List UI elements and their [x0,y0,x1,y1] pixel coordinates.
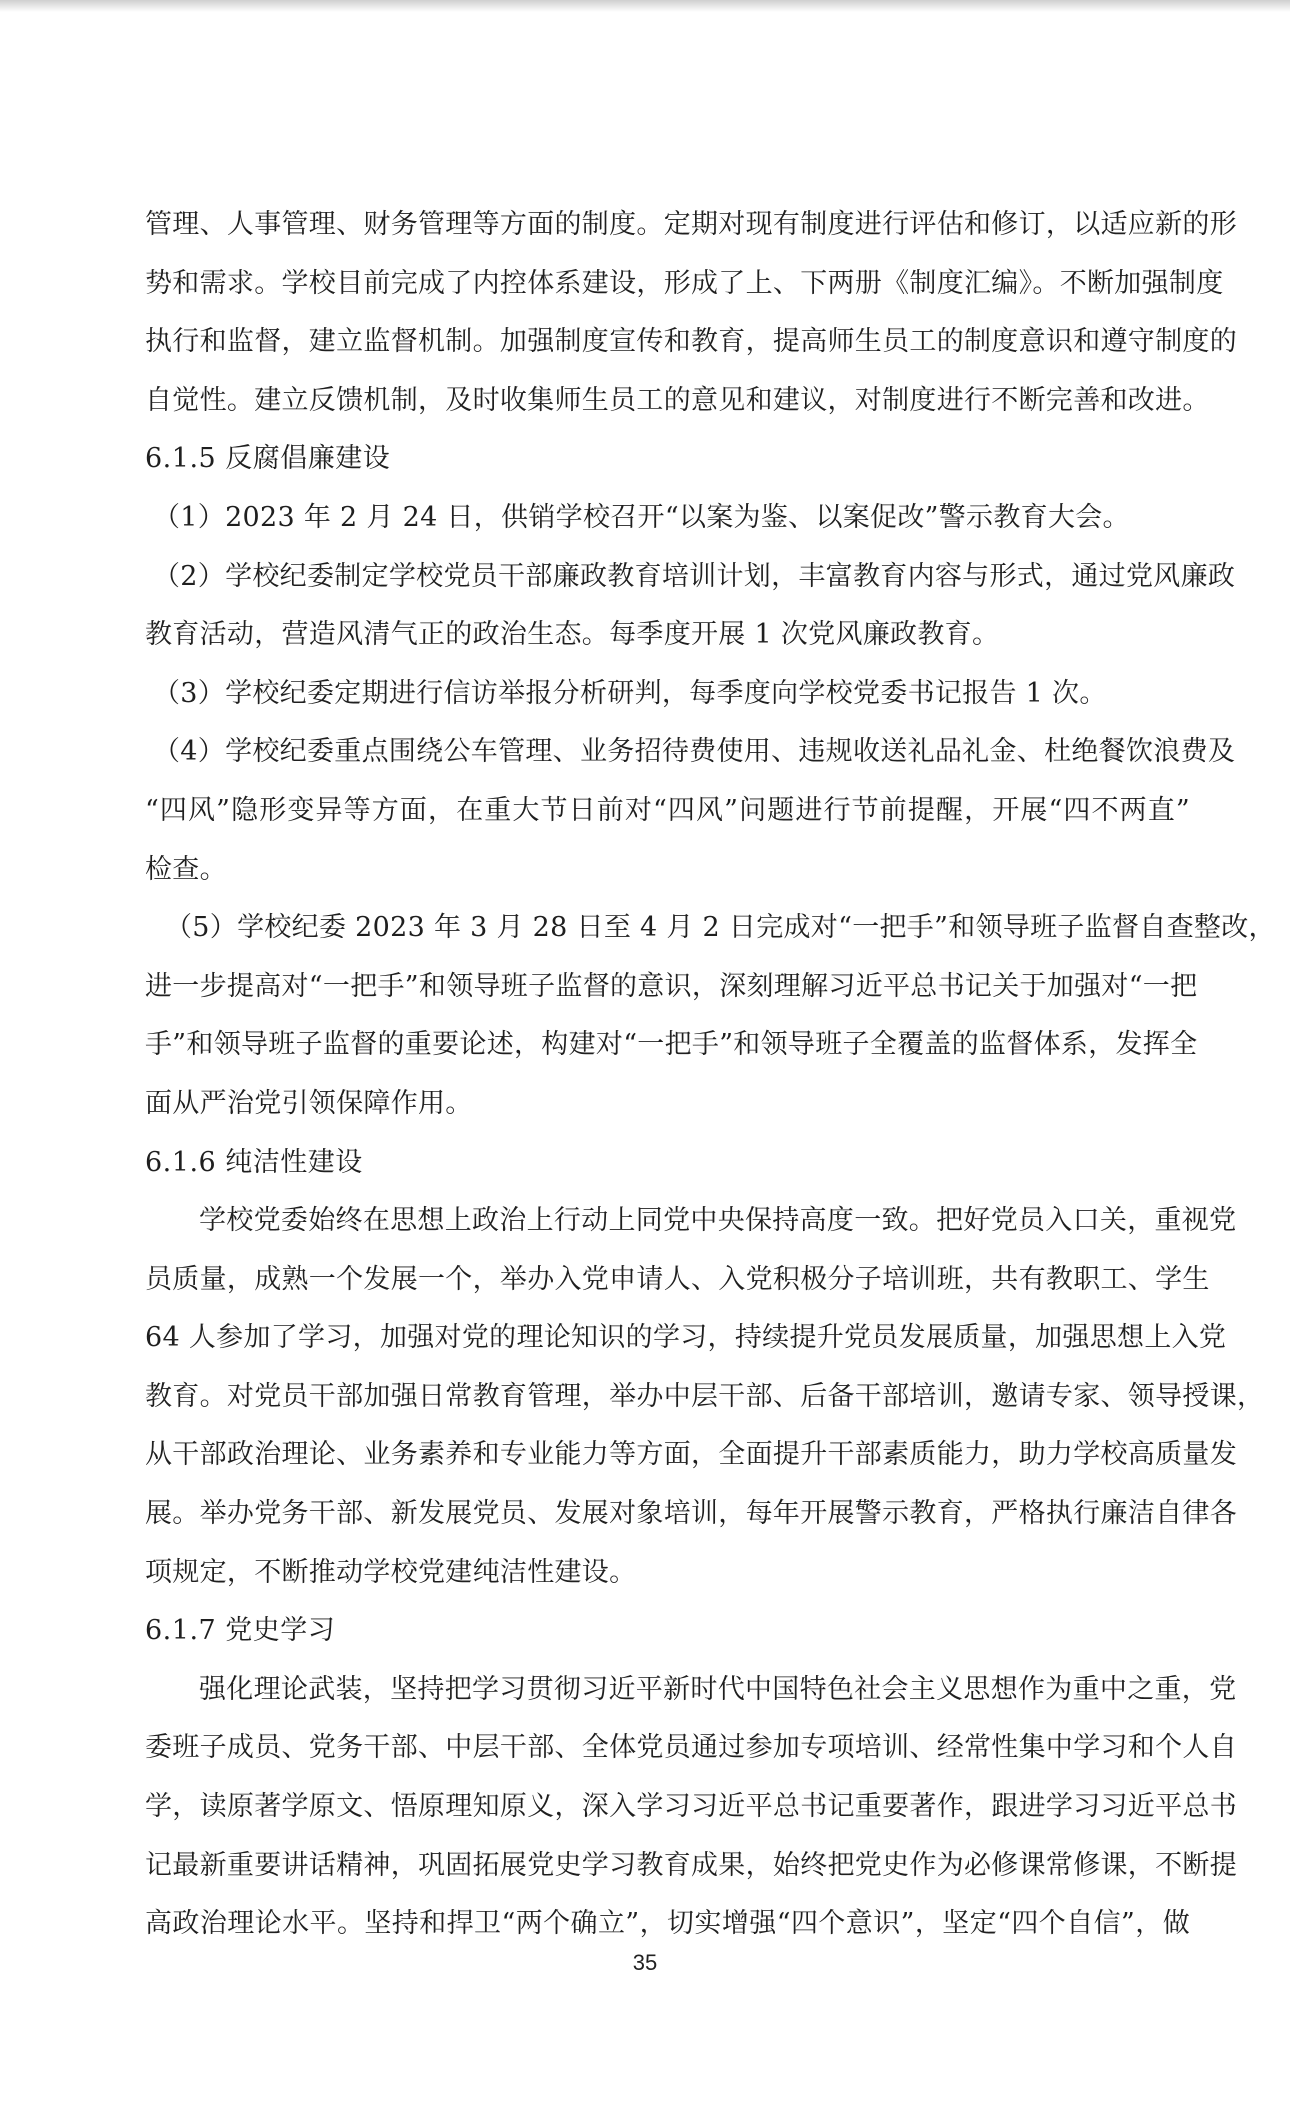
text-line: （3）学校纪委定期进行信访举报分析研判，每季度向学校党委书记报告 1 次。 [153,677,1107,709]
text-line: 从干部政治理论、业务素养和专业能力等方面，全面提升干部素质能力，助力学校高质量发 [145,1439,1237,1471]
text-line: 项规定，不断推动学校党建纯洁性建设。 [145,1556,637,1588]
text-line: 势和需求。学校目前完成了内控体系建设，形成了上、下两册《制度汇编》。不断加强制度 [145,267,1224,299]
text-line: （4）学校纪委重点围绕公车管理、业务招待费使用、违规收送礼品礼金、杜绝餐饮浪费及 [153,736,1236,768]
text-line: 委班子成员、党务干部、中层干部、全体党员通过参加专项培训、经常性集中学习和个人自 [145,1732,1237,1764]
document-page [145,196,1276,1954]
text-line: 教育活动，营造风清气正的政治生态。每季度开展 1 次党风廉政教育。 [145,619,1000,651]
text-line: 教育。对党员干部加强日常教育管理，举办中层干部、后备干部培训，邀请专家、领导授课， [145,1380,1265,1412]
page-top-edge [0,0,1290,12]
text-line: 自觉性。建立反馈机制，及时收集师生员工的意见和建议，对制度进行不断完善和改进。 [145,384,1210,416]
text-line: 管理、人事管理、财务管理等方面的制度。定期对现有制度进行评估和修订，以适应新的形 [145,209,1237,240]
text-line: 检查。 [145,853,227,885]
text-line: 强化理论武装，坚持把学习贯彻习近平新时代中国特色社会主义思想作为重中之重，党 [199,1673,1237,1705]
section-heading: 6.1.7 党史学习 [145,1615,336,1647]
text-line: （1）2023 年 2 月 24 日，供销学校召开“以案为鉴、以案促改”警示教育大会。 [153,501,1130,533]
section-heading: 6.1.5 反腐倡廉建设 [145,443,391,475]
text-line: 面从严治党引领保障作用。 [145,1087,473,1119]
text-line: 高政治理论水平。坚持和捍卫“两个确立”，切实增强“四个意识”，坚定“四个自信”，做 [145,1908,1190,1940]
text-line: 手”和领导班子监督的重要论述，构建对“一把手”和领导班子全覆盖的监督体系，发挥全 [145,1029,1198,1061]
text-line: 学校党委始终在思想上政治上行动上同党中央保持高度一致。把好党员入口关，重视党 [199,1205,1237,1237]
text-line: 执行和监督，建立监督机制。加强制度宣传和教育，提高师生员工的制度意识和遵守制度的 [145,326,1237,358]
text-line: 学，读原著学原文、悟原理知原义，深入学习习近平总书记重要著作，跟进学习习近平总书 [145,1791,1237,1823]
text-line: 进一步提高对“一把手”和领导班子监督的意识，深刻理解习近平总书记关于加强对“一把 [145,970,1198,1002]
section-heading: 6.1.6 纯洁性建设 [145,1146,363,1178]
text-line: 员质量，成熟一个发展一个，举办入党申请人、入党积极分子培训班，共有教职工、学生 [145,1263,1210,1295]
text-line: 64 人参加了学习，加强对党的理论知识的学习，持续提升党员发展质量，加强思想上入党 [145,1322,1227,1354]
text-line: （5）学校纪委 2023 年 3 月 28 日至 4 月 2 日完成对“一把手”和领导班子监督自查整改， [165,912,1276,944]
text-line: 记最新重要讲话精神，巩固拓展党史学习教育成果，始终把党史作为必修课常修课，不断提 [145,1849,1237,1881]
text-line: 展。举办党务干部、新发展党员、发展对象培训，每年开展警示教育，严格执行廉洁自律各 [145,1498,1237,1530]
text-line: （2）学校纪委制定学校党员干部廉政教育培训计划，丰富教育内容与形式，通过党风廉政 [153,560,1236,592]
text-line: “四风”隐形变异等方面，在重大节日前对“四风”问题进行节前提醒，开展“四不两直” [145,794,1190,826]
page-number: 35 [632,1950,658,1975]
